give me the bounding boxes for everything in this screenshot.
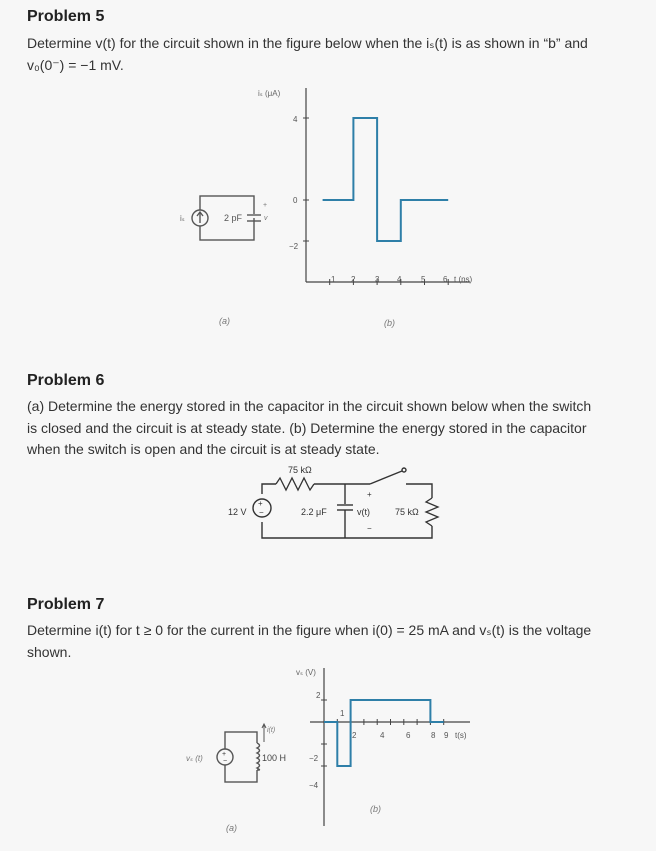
problem7-line1: Determine i(t) for t ≥ 0 for the current in the figure when i(0) = 25 mA and vₛ(t) is the voltage <box>27 622 592 638</box>
problem6-line2: is closed and the circuit is at steady state. (b) Determine the energy stored in the capacitor <box>27 419 587 436</box>
p7-xlabel: t(s) <box>455 731 467 740</box>
p5-xtick-5: 5 <box>421 275 426 284</box>
p7-ytick-neg2: −2 <box>309 754 319 763</box>
p5-caption-b: (b) <box>384 318 395 328</box>
p5-caption-a: (a) <box>219 316 230 326</box>
p5-xlabel: t (ns) <box>454 275 473 284</box>
problem6-line3: when the switch is open and the circuit is at steady state. <box>27 441 380 457</box>
p6-minus: − <box>367 524 372 533</box>
p5-xtick-2: 2 <box>351 275 356 284</box>
p7-xtick-8: 8 <box>431 731 436 740</box>
problem5-title: Problem 5 <box>27 8 105 25</box>
p7-caption-b: (b) <box>370 804 381 814</box>
p6-v-label: v(t) <box>357 507 370 517</box>
p7-xtick-9: 9 <box>444 731 449 740</box>
p6-source-minus: − <box>259 508 264 517</box>
p5-v-label: v <box>264 215 268 222</box>
p6-wire-bottom <box>262 522 432 538</box>
p5-xtick-4: 4 <box>397 275 402 284</box>
p6-switch-contact <box>402 468 406 472</box>
p7-caption-a: (a) <box>226 823 237 833</box>
p7-xtick-6: 6 <box>406 731 411 740</box>
problem5-line2: v₀(0⁻) = −1 mV. <box>27 56 124 73</box>
problem6-title: Problem 6 <box>27 372 105 389</box>
p5-xtick-3: 3 <box>375 275 380 284</box>
p6-source-plus: + <box>258 499 263 508</box>
p7-xtick-4: 4 <box>380 731 385 740</box>
p7-xtick-1: 1 <box>340 709 345 718</box>
p7-xtick-2: 2 <box>352 731 357 740</box>
p5-xtick-1: 1 <box>331 275 336 284</box>
p6-resistor2-zigzag <box>426 498 438 526</box>
p7-source-minus: − <box>223 758 228 765</box>
problem7-text <box>27 620 637 663</box>
p6-resistor2-label: 75 kΩ <box>395 507 419 517</box>
problem7-line2: shown. <box>27 643 72 660</box>
p7-ytick-neg4: −4 <box>309 781 319 790</box>
p7-current-label: i(t) <box>267 727 276 734</box>
problem7-graph <box>296 668 470 826</box>
p7-inductor-label: 100 H <box>262 753 287 763</box>
p5-source-label: iₛ <box>180 214 185 223</box>
p6-resistor1-zigzag <box>276 478 314 490</box>
p5-xtick-6: 6 <box>443 275 448 284</box>
problem5-line1: Determine v(t) for the circuit shown in the figure below when the iₛ(t) is as shown in “b” and <box>27 35 588 51</box>
p5-plus-sign: + <box>263 202 268 209</box>
p6-source-label: 12 V <box>228 507 247 517</box>
problem5-graph <box>258 88 473 328</box>
problem6-line1: (a) Determine the energy stored in the capacitor in the circuit shown below when the switch <box>27 398 592 414</box>
p5-ytick-neg2: −2 <box>289 242 299 251</box>
p7-source-label: vₛ (t) <box>186 754 203 763</box>
p6-switch-blade <box>370 471 402 484</box>
p6-wire-left-top <box>262 484 276 494</box>
p6-cap-label: 2.2 μF <box>301 507 327 517</box>
p7-source-plus: + <box>222 751 227 758</box>
p5-ytick-0: 0 <box>293 196 298 205</box>
problem6-text <box>27 396 637 461</box>
p5-cap-label: 2 pF <box>224 213 243 223</box>
p6-plus: + <box>367 490 372 499</box>
problem7-title: Problem 7 <box>27 596 105 613</box>
p5-waveform-line <box>323 118 449 241</box>
p5-ytick-4: 4 <box>293 115 298 124</box>
p7-ylabel: vₛ (V) <box>296 668 316 677</box>
p5-ylabel: iₛ (μA) <box>258 89 281 98</box>
p6-wire-right-top <box>406 484 432 498</box>
p6-resistor1-label: 75 kΩ <box>288 465 312 475</box>
p7-ytick-2: 2 <box>316 691 321 700</box>
problem6-circuit <box>253 468 438 538</box>
